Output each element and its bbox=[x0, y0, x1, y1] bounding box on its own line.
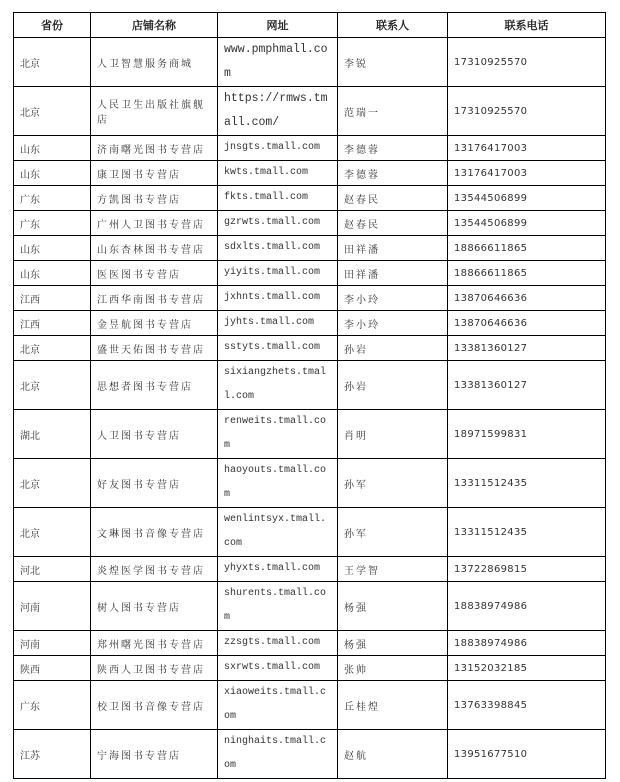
phone-cell: 13870646636 bbox=[448, 286, 606, 311]
contact-cell: 李锐 bbox=[338, 38, 448, 87]
phone-cell: 13722869815 bbox=[448, 557, 606, 582]
table-row bbox=[14, 361, 606, 410]
shop-name-cell: 江西华南图书专营店 bbox=[91, 286, 218, 311]
contact-cell: 赵航 bbox=[338, 730, 448, 779]
shop-name-cell: 方凯图书专营店 bbox=[91, 186, 218, 211]
contact-cell: 李小玲 bbox=[338, 311, 448, 336]
contact-cell: 李小玲 bbox=[338, 286, 448, 311]
phone-cell: 13176417003 bbox=[448, 161, 606, 186]
shop-name-cell: 宁海图书专营店 bbox=[91, 730, 218, 779]
province-cell: 山东 bbox=[14, 261, 91, 286]
contact-cell: 杨强 bbox=[338, 631, 448, 656]
url-link[interactable]: wenlintsyx.tmall.com bbox=[218, 508, 338, 557]
shop-name-cell: 人民卫生出版社旗舰店 bbox=[91, 87, 218, 136]
contact-cell: 王学智 bbox=[338, 557, 448, 582]
province-cell: 广东 bbox=[14, 681, 91, 730]
url-link[interactable]: yiyits.tmall.com bbox=[218, 261, 338, 286]
shop-name-cell: 思想者图书专营店 bbox=[91, 361, 218, 410]
shop-name-cell: 炎煌医学图书专营店 bbox=[91, 557, 218, 582]
province-cell: 山东 bbox=[14, 136, 91, 161]
contact-cell: 李德蓉 bbox=[338, 161, 448, 186]
url-link[interactable]: fkts.tmall.com bbox=[218, 186, 338, 211]
phone-cell: 18866611865 bbox=[448, 261, 606, 286]
header-province: 省份 bbox=[14, 13, 91, 38]
header-contact: 联系人 bbox=[338, 13, 448, 38]
phone-cell: 13544506899 bbox=[448, 211, 606, 236]
table-row bbox=[14, 656, 606, 681]
table-row bbox=[14, 38, 606, 87]
header-phone: 联系电话 bbox=[448, 13, 606, 38]
shop-name-cell: 校卫图书音像专营店 bbox=[91, 681, 218, 730]
shop-table bbox=[13, 12, 606, 779]
shop-name-cell: 人卫图书专营店 bbox=[91, 410, 218, 459]
header-url: 网址 bbox=[218, 13, 338, 38]
province-cell: 北京 bbox=[14, 361, 91, 410]
contact-cell: 孙岩 bbox=[338, 361, 448, 410]
phone-cell: 17310925570 bbox=[448, 87, 606, 136]
shop-name-cell: 广州人卫图书专营店 bbox=[91, 211, 218, 236]
table-row bbox=[14, 161, 606, 186]
table-row bbox=[14, 410, 606, 459]
table-row bbox=[14, 730, 606, 779]
province-cell: 山东 bbox=[14, 161, 91, 186]
url-link[interactable]: ninghaits.tmall.com bbox=[218, 730, 338, 779]
table-row bbox=[14, 557, 606, 582]
table-row bbox=[14, 311, 606, 336]
shop-name-cell: 济南曙光图书专营店 bbox=[91, 136, 218, 161]
contact-cell: 丘桂煌 bbox=[338, 681, 448, 730]
shop-name-cell: 盛世天佑图书专营店 bbox=[91, 336, 218, 361]
table-row bbox=[14, 681, 606, 730]
province-cell: 北京 bbox=[14, 459, 91, 508]
url-link[interactable]: gzrwts.tmall.com bbox=[218, 211, 338, 236]
phone-cell: 13381360127 bbox=[448, 336, 606, 361]
contact-cell: 田祥潘 bbox=[338, 261, 448, 286]
province-cell: 北京 bbox=[14, 508, 91, 557]
province-cell: 江西 bbox=[14, 286, 91, 311]
contact-cell: 赵春民 bbox=[338, 211, 448, 236]
url-link[interactable]: www.pmphmall.com bbox=[218, 38, 338, 87]
contact-cell: 赵春民 bbox=[338, 186, 448, 211]
table-body bbox=[14, 38, 606, 779]
phone-cell: 18866611865 bbox=[448, 236, 606, 261]
province-cell: 广东 bbox=[14, 211, 91, 236]
phone-cell: 13951677510 bbox=[448, 730, 606, 779]
header-shop-name: 店铺名称 bbox=[91, 13, 218, 38]
url-link[interactable]: renweits.tmall.com bbox=[218, 410, 338, 459]
url-link[interactable]: shurents.tmall.com bbox=[218, 582, 338, 631]
contact-cell: 田祥潘 bbox=[338, 236, 448, 261]
province-cell: 广东 bbox=[14, 186, 91, 211]
shop-name-cell: 康卫图书专营店 bbox=[91, 161, 218, 186]
phone-cell: 17310925570 bbox=[448, 38, 606, 87]
province-cell: 陕西 bbox=[14, 656, 91, 681]
url-link[interactable]: yhyxts.tmall.com bbox=[218, 557, 338, 582]
table-row bbox=[14, 582, 606, 631]
province-cell: 河南 bbox=[14, 631, 91, 656]
table-row bbox=[14, 261, 606, 286]
url-link[interactable]: zzsgts.tmall.com bbox=[218, 631, 338, 656]
shop-name-cell: 好友图书专营店 bbox=[91, 459, 218, 508]
shop-name-cell: 树人图书专营店 bbox=[91, 582, 218, 631]
shop-name-cell: 金昱航图书专营店 bbox=[91, 311, 218, 336]
table-row bbox=[14, 186, 606, 211]
table-row bbox=[14, 631, 606, 656]
url-link[interactable]: jyhts.tmall.com bbox=[218, 311, 338, 336]
table-row bbox=[14, 336, 606, 361]
url-link[interactable]: sdxlts.tmall.com bbox=[218, 236, 338, 261]
table-row bbox=[14, 286, 606, 311]
province-cell: 湖北 bbox=[14, 410, 91, 459]
url-link[interactable]: sstyts.tmall.com bbox=[218, 336, 338, 361]
province-cell: 河北 bbox=[14, 557, 91, 582]
contact-cell: 范瑞一 bbox=[338, 87, 448, 136]
phone-cell: 18838974986 bbox=[448, 582, 606, 631]
table-row bbox=[14, 236, 606, 261]
contact-cell: 肖明 bbox=[338, 410, 448, 459]
phone-cell: 13544506899 bbox=[448, 186, 606, 211]
shop-name-cell: 山东杏林图书专营店 bbox=[91, 236, 218, 261]
shop-name-cell: 陕西人卫图书专营店 bbox=[91, 656, 218, 681]
table-row bbox=[14, 211, 606, 236]
shop-name-cell: 医医图书专营店 bbox=[91, 261, 218, 286]
table-header-row bbox=[14, 13, 606, 38]
table-row bbox=[14, 508, 606, 557]
url-link[interactable]: sixiangzhets.tmall.com bbox=[218, 361, 338, 410]
phone-cell: 18838974986 bbox=[448, 631, 606, 656]
table-row bbox=[14, 87, 606, 136]
shop-name-cell: 人卫智慧服务商城 bbox=[91, 38, 218, 87]
table-row bbox=[14, 459, 606, 508]
province-cell: 河南 bbox=[14, 582, 91, 631]
shop-name-cell: 郑州曙光图书专营店 bbox=[91, 631, 218, 656]
province-cell: 江西 bbox=[14, 311, 91, 336]
contact-cell: 孙军 bbox=[338, 459, 448, 508]
phone-cell: 13381360127 bbox=[448, 361, 606, 410]
province-cell: 江苏 bbox=[14, 730, 91, 779]
url-link[interactable]: haoyouts.tmall.com bbox=[218, 459, 338, 508]
phone-cell: 18971599831 bbox=[448, 410, 606, 459]
contact-cell: 孙岩 bbox=[338, 336, 448, 361]
phone-cell: 13763398845 bbox=[448, 681, 606, 730]
contact-cell: 杨强 bbox=[338, 582, 448, 631]
province-cell: 北京 bbox=[14, 336, 91, 361]
phone-cell: 13311512435 bbox=[448, 508, 606, 557]
url-link[interactable]: jxhnts.tmall.com bbox=[218, 286, 338, 311]
url-link[interactable]: https://rmws.tmall.com/ bbox=[218, 87, 338, 136]
table-row bbox=[14, 136, 606, 161]
phone-cell: 13870646636 bbox=[448, 311, 606, 336]
phone-cell: 13311512435 bbox=[448, 459, 606, 508]
url-link[interactable]: kwts.tmall.com bbox=[218, 161, 338, 186]
url-link[interactable]: xiaoweits.tmall.com bbox=[218, 681, 338, 730]
province-cell: 山东 bbox=[14, 236, 91, 261]
shop-name-cell: 文琳图书音像专营店 bbox=[91, 508, 218, 557]
contact-cell: 孙军 bbox=[338, 508, 448, 557]
province-cell: 北京 bbox=[14, 38, 91, 87]
phone-cell: 13176417003 bbox=[448, 136, 606, 161]
url-link[interactable]: jnsgts.tmall.com bbox=[218, 136, 338, 161]
province-cell: 北京 bbox=[14, 87, 91, 136]
contact-cell: 张帅 bbox=[338, 656, 448, 681]
url-link[interactable]: sxrwts.tmall.com bbox=[218, 656, 338, 681]
contact-cell: 李德蓉 bbox=[338, 136, 448, 161]
phone-cell: 13152032185 bbox=[448, 656, 606, 681]
